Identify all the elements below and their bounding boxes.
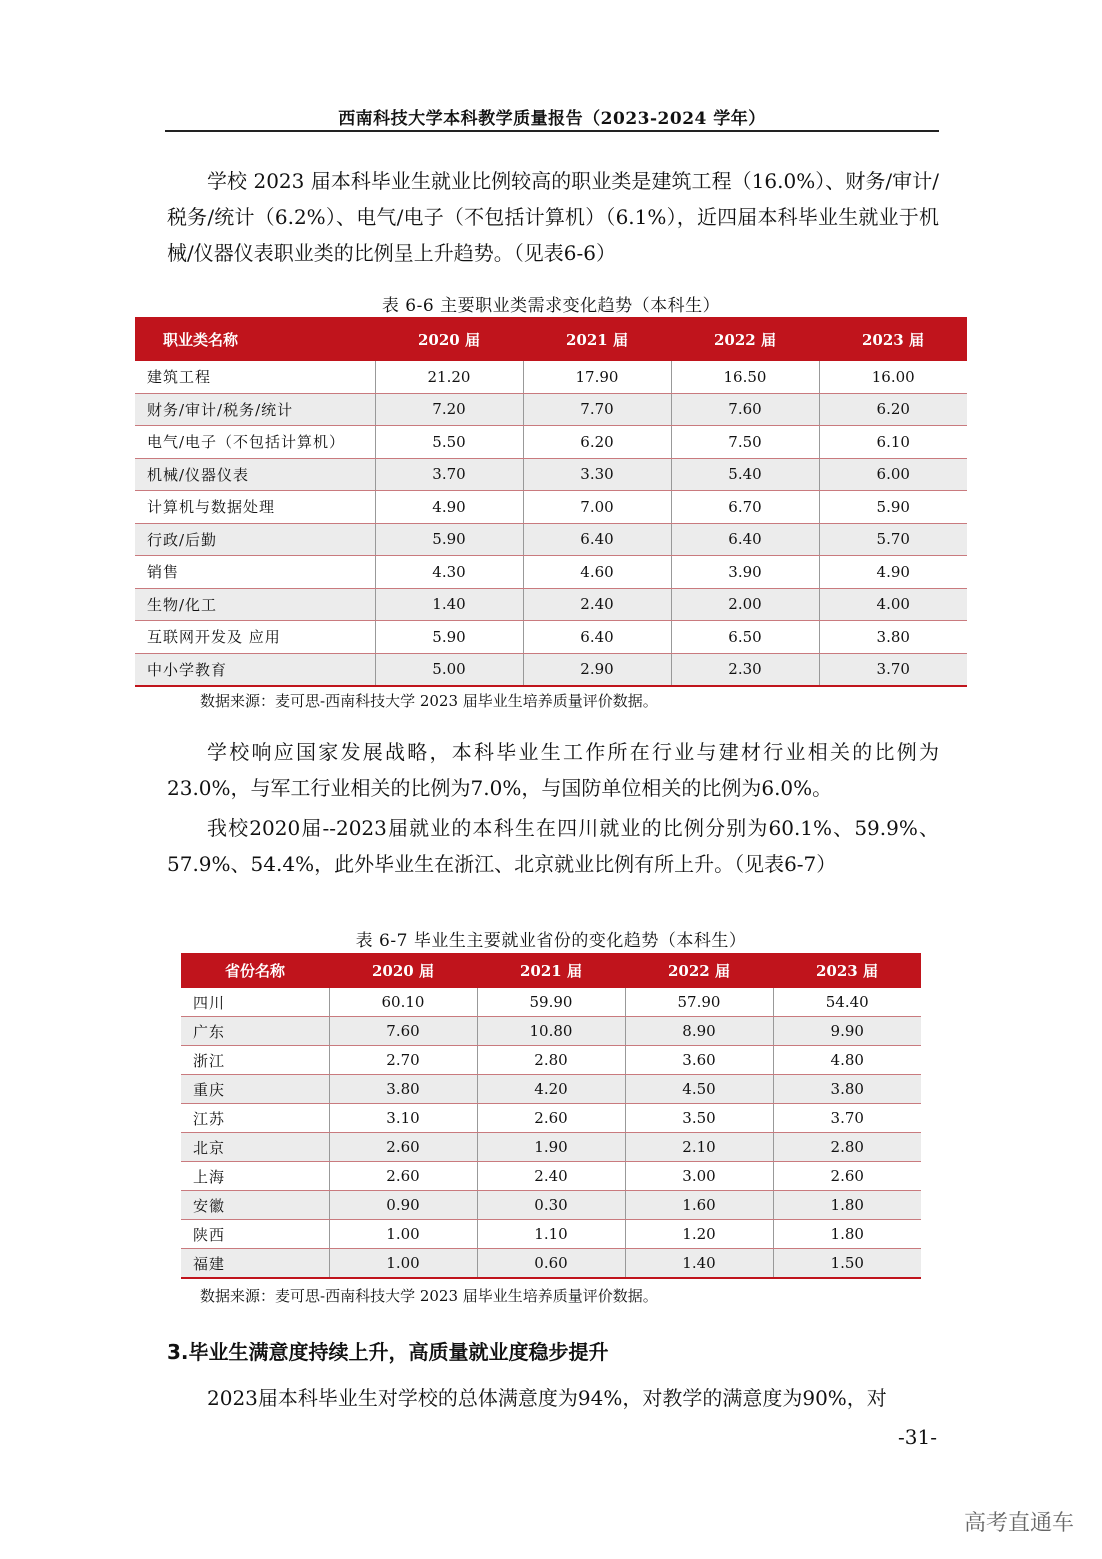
row-label: 机械/仪器仪表 <box>135 458 375 491</box>
table-cell: 6.10 <box>819 426 967 459</box>
row-label: 行政/后勤 <box>135 523 375 556</box>
column-header: 2020 届 <box>375 317 523 361</box>
table-row <box>135 361 967 393</box>
table-cell: 3.80 <box>819 621 967 654</box>
table-cell: 2.00 <box>671 588 819 621</box>
table-cell: 9.90 <box>773 1017 921 1046</box>
table-cell: 2.30 <box>671 653 819 686</box>
table-header-row <box>181 953 921 988</box>
table-6-6-source-note: 数据来源：麦可思-西南科技大学 2023 届毕业生培养质量评价数据。 <box>200 692 658 710</box>
paragraph-occupations: 学校 2023 届本科毕业生就业比例较高的职业类是建筑工程（16.0%）、财务/审计/税务/统计（6.2%）、电气/电子（不包括计算机）（6.1%），近四届本科毕业生就业于机械/仪器仪表职业类的比例呈上升趋势。（见表6-6） <box>167 169 939 265</box>
table-cell: 7.60 <box>671 393 819 426</box>
table-row <box>135 621 967 654</box>
row-label: 北京 <box>181 1133 329 1162</box>
table-cell: 2.40 <box>477 1162 625 1191</box>
row-label: 安徽 <box>181 1191 329 1220</box>
column-header: 2023 届 <box>819 317 967 361</box>
report-header-title: 西南科技大学本科教学质量报告（2023-2024 学年） <box>338 109 766 129</box>
table-cell: 60.10 <box>329 988 477 1017</box>
table-cell: 4.00 <box>819 588 967 621</box>
table-cell: 6.20 <box>819 393 967 426</box>
row-label: 陕西 <box>181 1220 329 1249</box>
table-cell: 1.80 <box>773 1191 921 1220</box>
table-cell: 1.80 <box>773 1220 921 1249</box>
table-row <box>181 988 921 1017</box>
table-cell: 0.90 <box>329 1191 477 1220</box>
table-cell: 1.20 <box>625 1220 773 1249</box>
table-cell: 5.40 <box>671 458 819 491</box>
table-cell: 4.90 <box>375 491 523 524</box>
table-header-row <box>135 317 967 361</box>
table-row <box>135 588 967 621</box>
table-cell: 2.60 <box>329 1133 477 1162</box>
table-cell: 1.90 <box>477 1133 625 1162</box>
table-row <box>135 523 967 556</box>
table-cell: 57.90 <box>625 988 773 1017</box>
row-label: 电气/电子（不包括计算机） <box>135 426 375 459</box>
table-cell: 4.80 <box>773 1046 921 1075</box>
table-cell: 3.70 <box>375 458 523 491</box>
table-cell: 0.60 <box>477 1249 625 1279</box>
table-row <box>181 1046 921 1075</box>
section-heading: 3.毕业生满意度持续上升，高质量就业度稳步提升 <box>167 1340 609 1364</box>
column-header: 2022 届 <box>625 953 773 988</box>
table-cell: 6.00 <box>819 458 967 491</box>
table-cell: 6.40 <box>523 621 671 654</box>
table-row <box>181 1191 921 1220</box>
table-row <box>135 491 967 524</box>
table-cell: 7.50 <box>671 426 819 459</box>
table-cell: 7.20 <box>375 393 523 426</box>
row-label: 销售 <box>135 556 375 589</box>
table-cell: 16.50 <box>671 361 819 393</box>
table-cell: 2.70 <box>329 1046 477 1075</box>
table-cell: 4.60 <box>523 556 671 589</box>
table-row <box>181 1162 921 1191</box>
row-label: 中小学教育 <box>135 653 375 686</box>
table-row <box>135 426 967 459</box>
table-cell: 54.40 <box>773 988 921 1017</box>
row-label: 浙江 <box>181 1046 329 1075</box>
table-cell: 5.70 <box>819 523 967 556</box>
table-cell: 21.20 <box>375 361 523 393</box>
occupation-trend-table <box>135 317 967 687</box>
row-label: 互联网开发及 应用 <box>135 621 375 654</box>
row-label: 计算机与数据处理 <box>135 491 375 524</box>
table-cell: 2.60 <box>773 1162 921 1191</box>
table-cell: 7.00 <box>523 491 671 524</box>
column-header: 2020 届 <box>329 953 477 988</box>
table-cell: 6.40 <box>671 523 819 556</box>
column-header: 省份名称 <box>181 953 329 988</box>
row-label: 重庆 <box>181 1075 329 1104</box>
table-cell: 59.90 <box>477 988 625 1017</box>
table-cell: 1.00 <box>329 1249 477 1279</box>
table-6-6-caption: 表 6-6 主要职业类需求变化趋势（本科生） <box>381 296 721 316</box>
table-row <box>181 1075 921 1104</box>
table-cell: 3.30 <box>523 458 671 491</box>
paragraph-provinces: 我校2020届--2023届就业的本科生在四川就业的比例分别为60.1%、59.9%、57.9%、54.4%，此外毕业生在浙江、北京就业比例有所上升。（见表6-7） <box>167 816 939 876</box>
table-cell: 2.90 <box>523 653 671 686</box>
table-row <box>135 556 967 589</box>
table-cell: 2.40 <box>523 588 671 621</box>
table-cell: 1.40 <box>625 1249 773 1279</box>
table-row <box>135 653 967 686</box>
table-cell: 2.80 <box>477 1046 625 1075</box>
row-label: 上海 <box>181 1162 329 1191</box>
table-cell: 4.20 <box>477 1075 625 1104</box>
table-cell: 7.70 <box>523 393 671 426</box>
table-cell: 3.70 <box>773 1104 921 1133</box>
table-cell: 6.50 <box>671 621 819 654</box>
table-cell: 1.10 <box>477 1220 625 1249</box>
table-row <box>181 1104 921 1133</box>
table-cell: 1.40 <box>375 588 523 621</box>
paragraph-satisfaction: 2023届本科毕业生对学校的总体满意度为94%，对教学的满意度为90%，对 <box>207 1386 887 1410</box>
column-header: 2021 届 <box>523 317 671 361</box>
row-label: 建筑工程 <box>135 361 375 393</box>
province-trend-table <box>181 953 921 1279</box>
table-cell: 2.60 <box>329 1162 477 1191</box>
table-cell: 3.70 <box>819 653 967 686</box>
table-cell: 3.80 <box>773 1075 921 1104</box>
row-label: 财务/审计/税务/统计 <box>135 393 375 426</box>
table-6-7-caption: 表 6-7 毕业生主要就业省份的变化趋势（本科生） <box>355 931 747 951</box>
table-cell: 8.90 <box>625 1017 773 1046</box>
table-cell: 1.50 <box>773 1249 921 1279</box>
table-row <box>181 1220 921 1249</box>
table-cell: 10.80 <box>477 1017 625 1046</box>
column-header: 2022 届 <box>671 317 819 361</box>
table-cell: 1.60 <box>625 1191 773 1220</box>
table-cell: 3.80 <box>329 1075 477 1104</box>
table-cell: 2.60 <box>477 1104 625 1133</box>
table-cell: 2.10 <box>625 1133 773 1162</box>
table-cell: 5.90 <box>375 621 523 654</box>
row-label: 生物/化工 <box>135 588 375 621</box>
row-label: 江苏 <box>181 1104 329 1133</box>
table-row <box>135 393 967 426</box>
table-cell: 5.00 <box>375 653 523 686</box>
table-cell: 3.90 <box>671 556 819 589</box>
table-cell: 5.50 <box>375 426 523 459</box>
table-row <box>181 1133 921 1162</box>
table-cell: 3.10 <box>329 1104 477 1133</box>
table-cell: 0.30 <box>477 1191 625 1220</box>
paragraph-industry: 学校响应国家发展战略，本科毕业生工作所在行业与建材行业相关的比例为23.0%，与军工行业相关的比例为7.0%，与国防单位相关的比例为6.0%。 <box>167 740 939 800</box>
table-cell: 7.60 <box>329 1017 477 1046</box>
header-divider <box>165 130 939 132</box>
column-header: 职业类名称 <box>135 317 375 361</box>
table-cell: 6.40 <box>523 523 671 556</box>
table-cell: 1.00 <box>329 1220 477 1249</box>
table-cell: 3.00 <box>625 1162 773 1191</box>
watermark: 高考直通车 <box>963 1511 1074 1536</box>
table-cell: 5.90 <box>375 523 523 556</box>
row-label: 广东 <box>181 1017 329 1046</box>
table-cell: 3.60 <box>625 1046 773 1075</box>
column-header: 2023 届 <box>773 953 921 988</box>
table-cell: 16.00 <box>819 361 967 393</box>
table-cell: 6.20 <box>523 426 671 459</box>
table-cell: 2.80 <box>773 1133 921 1162</box>
row-label: 四川 <box>181 988 329 1017</box>
row-label: 福建 <box>181 1249 329 1279</box>
table-cell: 6.70 <box>671 491 819 524</box>
table-cell: 5.90 <box>819 491 967 524</box>
column-header: 2021 届 <box>477 953 625 988</box>
page-number: -31- <box>898 1425 937 1449</box>
table-cell: 4.50 <box>625 1075 773 1104</box>
table-cell: 4.90 <box>819 556 967 589</box>
table-row <box>181 1017 921 1046</box>
table-6-7-source-note: 数据来源：麦可思-西南科技大学 2023 届毕业生培养质量评价数据。 <box>200 1287 658 1305</box>
table-cell: 17.90 <box>523 361 671 393</box>
table-cell: 4.30 <box>375 556 523 589</box>
table-row <box>135 458 967 491</box>
table-row <box>181 1249 921 1279</box>
table-cell: 3.50 <box>625 1104 773 1133</box>
